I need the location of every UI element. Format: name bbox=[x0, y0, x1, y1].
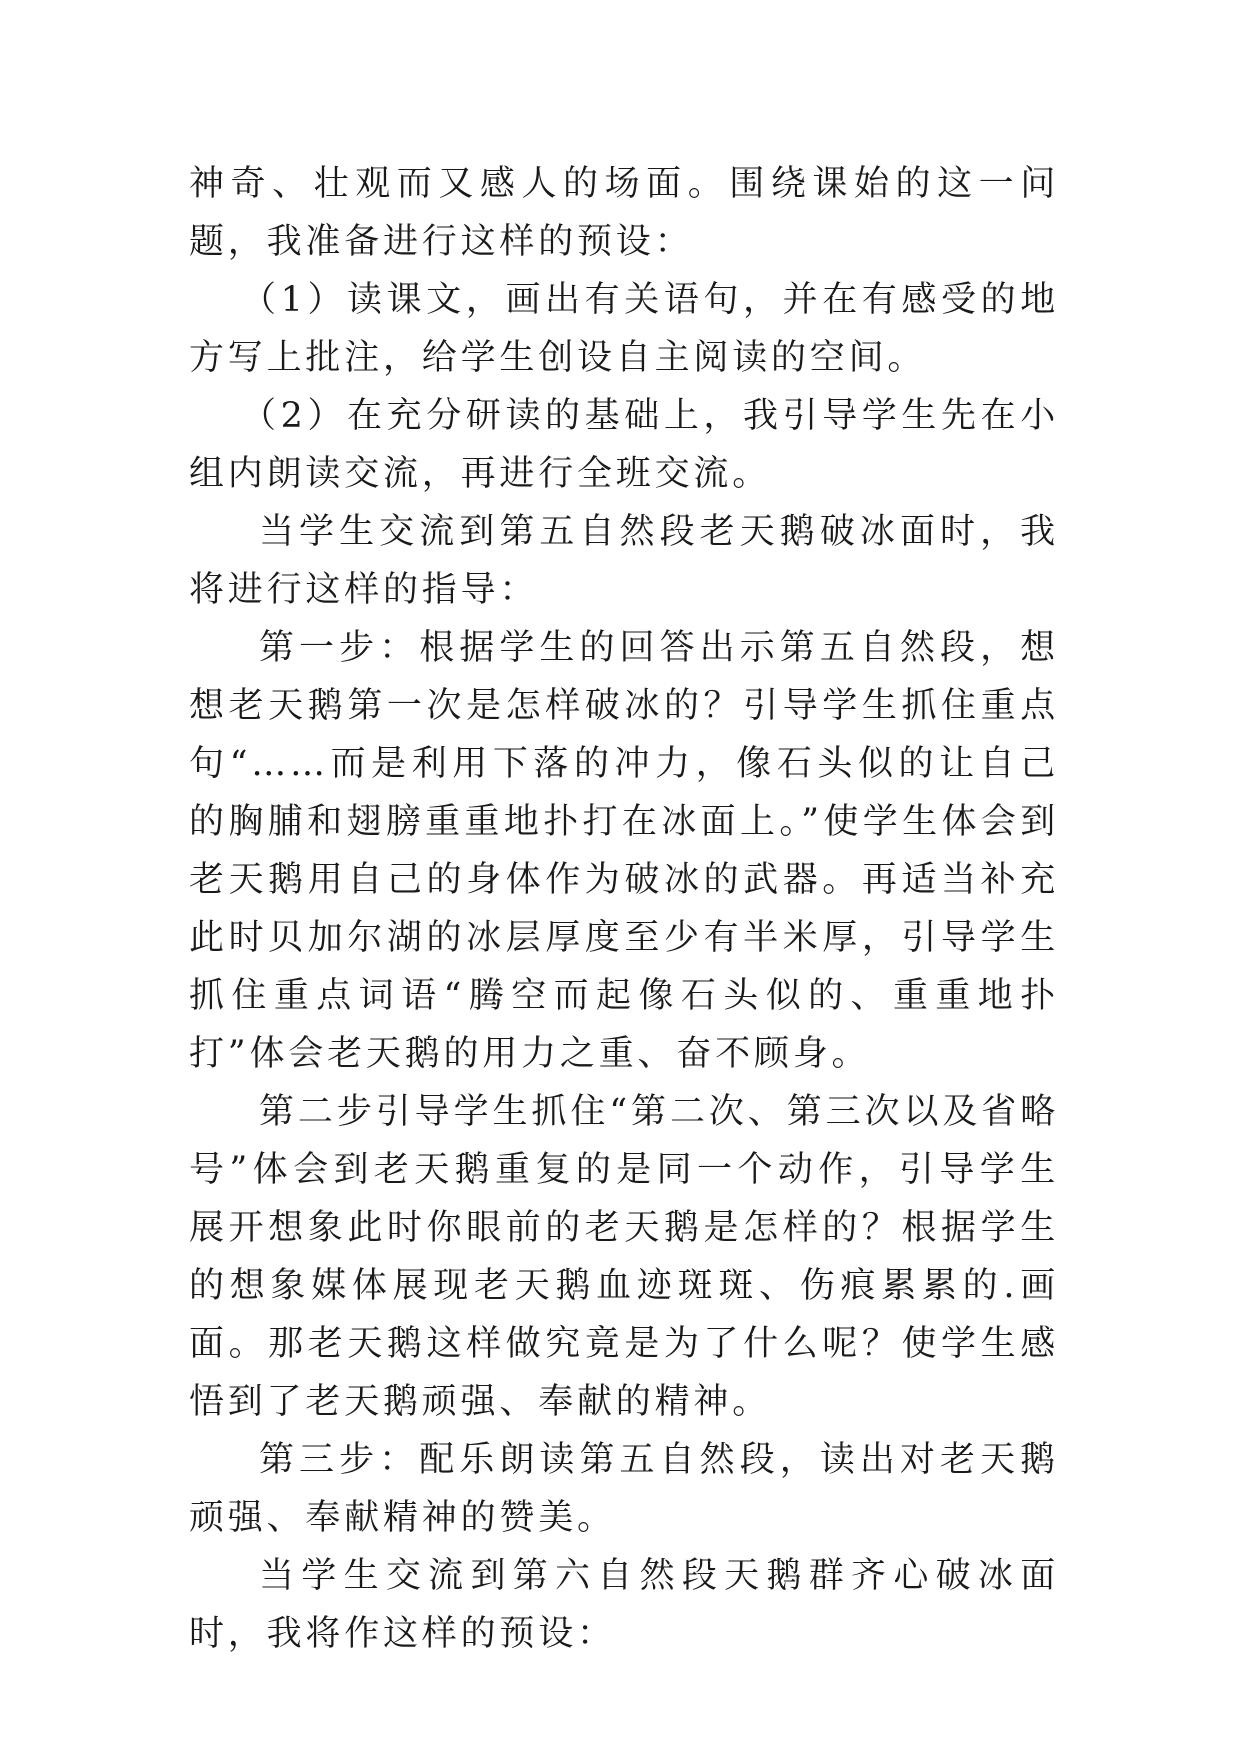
document-page bbox=[189, 155, 1059, 1663]
paragraph-step-2: （2）在充分研读的基础上，我引导学生先在小组内朗读交流，再进行全班交流。 bbox=[189, 396, 1059, 494]
paragraph-guidance-intro: 当学生交流到第五自然段老天鹅破冰面时，我将进行这样的指导： bbox=[189, 512, 1059, 610]
paragraph-third-step: 第三步：配乐朗读第五自然段，读出对老天鹅顽强、奉献精神的赞美。 bbox=[189, 1440, 1059, 1538]
paragraph-step-1: （1）读课文，画出有关语句，并在有感受的地方写上批注，给学生创设自主阅读的空间。 bbox=[189, 280, 1059, 378]
paragraph-sixth-section-intro: 当学生交流到第六自然段天鹅群齐心破冰面时，我将作这样的预设： bbox=[189, 1556, 1059, 1654]
paragraph-continuation: 神奇、壮观而又感人的场面。围绕课始的这一问题，我准备进行这样的预设： bbox=[189, 164, 1059, 262]
paragraph-second-step: 第二步引导学生抓住“第二次、第三次以及省略号”体会到老天鹅重复的是同一个动作，引导学生展开想象此时你眼前的老天鹅是怎样的？根据学生的想象媒体展现老天鹅血迹斑斑、伤痕累累的.画面。那老天鹅这样做究竟是为了什么呢？使学生感悟到了老天鹅顽强、奉献的精神。 bbox=[189, 1092, 1059, 1422]
paragraph-first-step: 第一步：根据学生的回答出示第五自然段，想想老天鹅第一次是怎样破冰的？引导学生抓住重点句“……而是利用下落的冲力，像石头似的让自己的胸脯和翅膀重重地扑打在冰面上。”使学生体会到老天鹅用自己的身体作为破冰的武器。再适当补充此时贝加尔湖的冰层厚度至少有半米厚，引导学生抓住重点词语“腾空而起像石头似的、重重地扑打”体会老天鹅的用力之重、奋不顾身。 bbox=[189, 628, 1059, 1074]
